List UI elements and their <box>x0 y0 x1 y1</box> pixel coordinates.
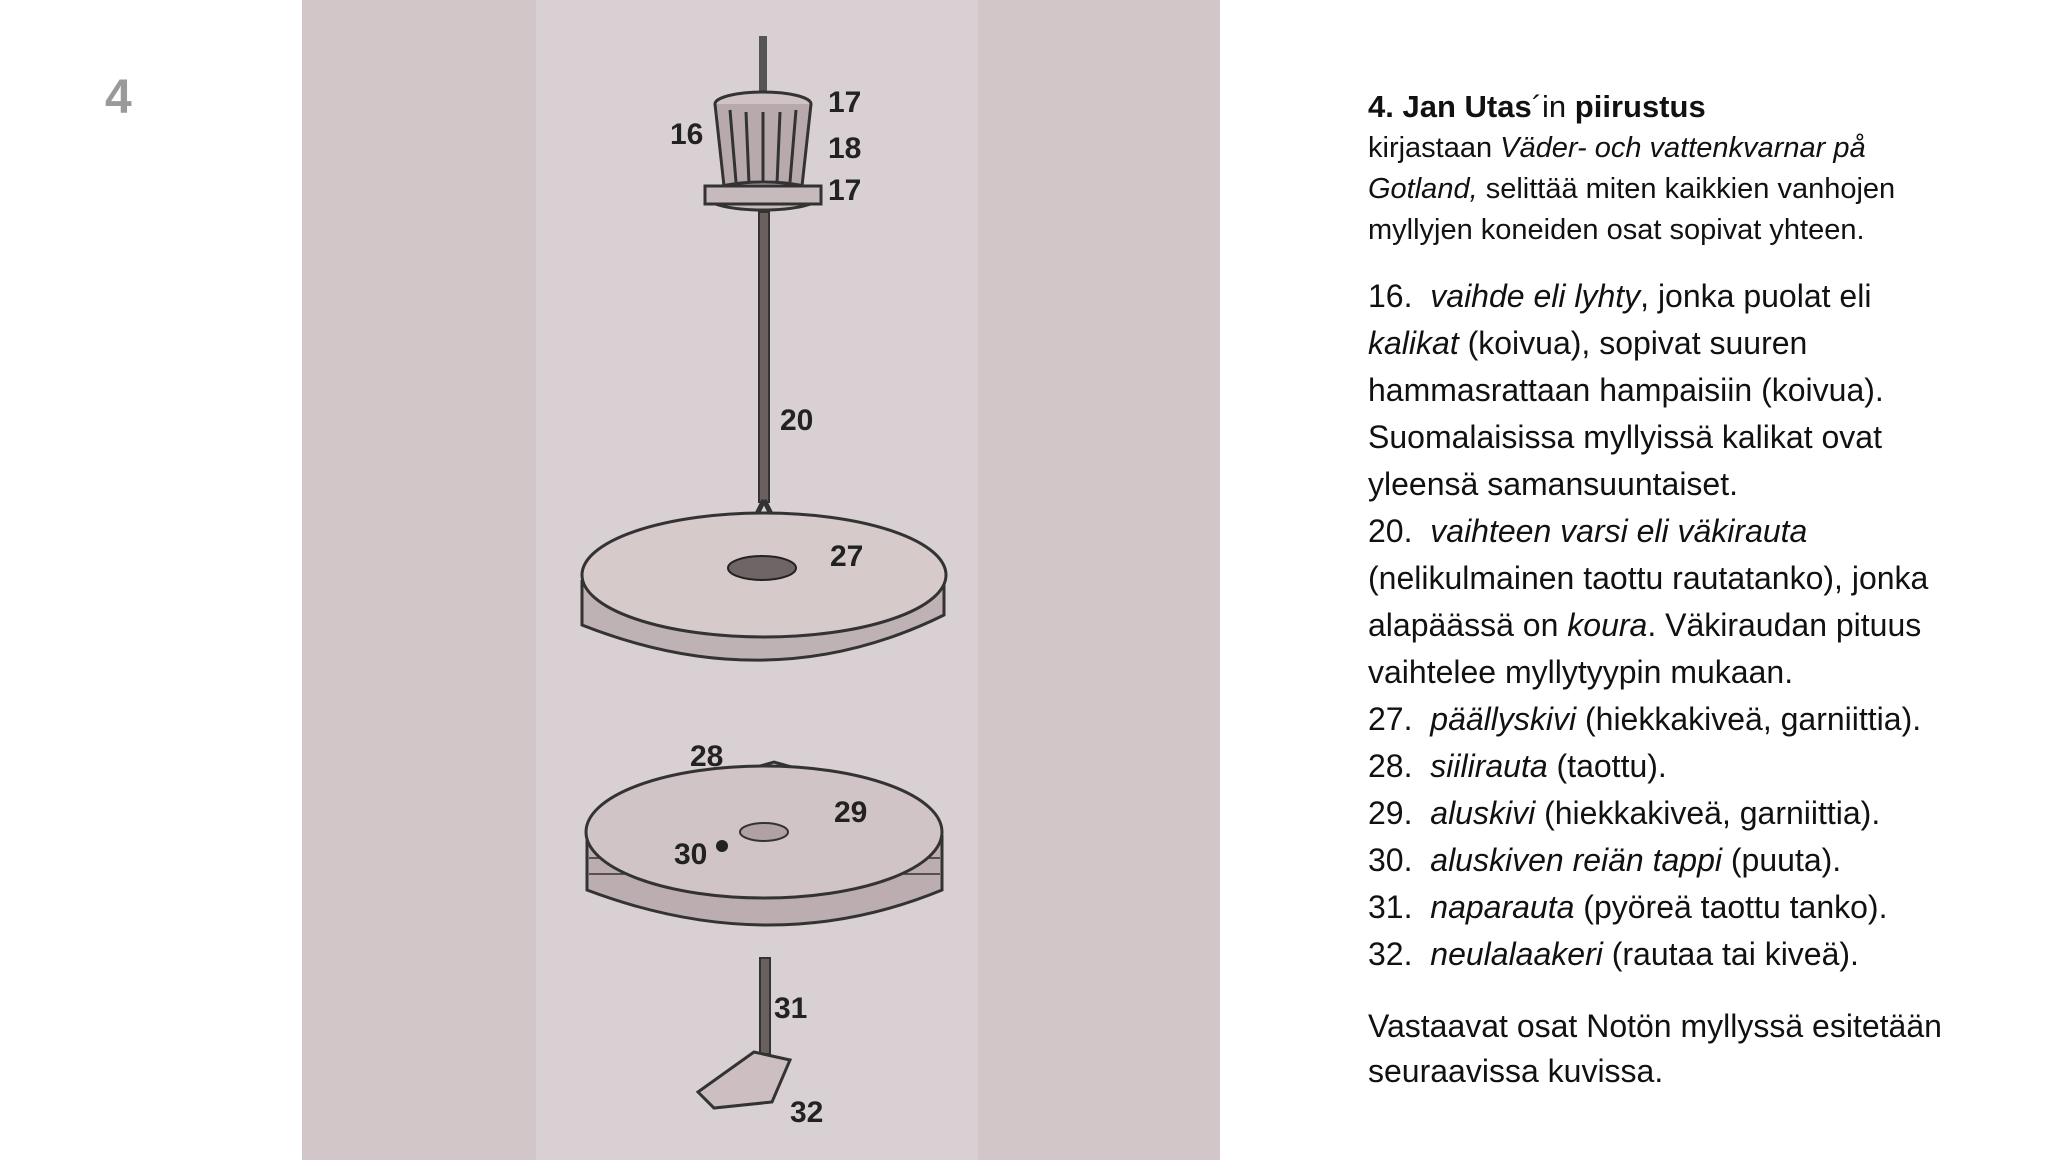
list-item: (nelikulmainen taottu rautatanko), jonka <box>1368 560 1929 596</box>
caption-heading <box>1368 86 2018 128</box>
label-32: 32 <box>790 1096 824 1129</box>
list-item: hammasrattaan hampaisiin (koivua). <box>1368 372 1884 408</box>
list-item: 27. päällyskivi (hiekkakiveä, garniittia). <box>1368 701 1922 737</box>
label-28: 28 <box>690 740 724 773</box>
spindle <box>760 958 770 1054</box>
label-30: 30 <box>674 838 708 871</box>
list-item: yleensä samansuuntaiset. <box>1368 466 1738 502</box>
heading-mid: in <box>1542 89 1575 124</box>
list-item: alapäässä on koura. Väkiraudan pituus <box>1368 607 1922 643</box>
label-17-top: 17 <box>828 86 862 119</box>
label-17-bottom: 17 <box>828 174 862 207</box>
slide-number: 4 <box>105 71 132 124</box>
mill-parts-drawing <box>302 0 1220 1160</box>
label-18: 18 <box>828 132 862 165</box>
heading-number: 4. Jan Utas <box>1368 89 1532 124</box>
list-item: 28. siilirauta (taottu). <box>1368 748 1667 784</box>
list-item: Suomalaisissa myllyissä kalikat ovat <box>1368 419 1882 455</box>
caption-intro: kirjastaan Väder- och vattenkvarnar på Gotland, selittää miten kaikkien vanhojen myllyjen koneiden osat sopivat yhteen. <box>1368 132 1896 246</box>
parts-list <box>1368 273 2018 978</box>
list-item: vaihtelee myllytyypin mukaan. <box>1368 654 1794 690</box>
list-item: 32. neulalaakeri (rautaa tai kiveä). <box>1368 936 1859 972</box>
mill-parts-drawing-photo <box>302 0 1220 1160</box>
rynd-shaft <box>759 212 769 502</box>
caption-text <box>1368 86 2018 1094</box>
label-16: 16 <box>670 118 704 151</box>
pivot-bearing <box>698 1052 790 1108</box>
label-27: 27 <box>830 540 864 573</box>
label-20: 20 <box>780 404 814 437</box>
list-item: 31. naparauta (pyöreä taottu tanko). <box>1368 889 1888 925</box>
lantern-gear <box>705 92 821 210</box>
label-31: 31 <box>774 992 808 1025</box>
list-item: 30. aluskiven reiän tappi (puuta). <box>1368 842 1842 878</box>
bed-stone <box>586 766 942 925</box>
list-item: kalikat (koivua), sopivat suuren <box>1368 325 1808 361</box>
runner-stone <box>582 513 946 660</box>
list-item: 20. vaihteen varsi eli väkirauta <box>1368 513 1808 549</box>
label-29: 29 <box>834 796 868 829</box>
heading-bold-end: piirustus <box>1574 89 1706 124</box>
heading-mark: ´ <box>1531 89 1543 124</box>
list-item: 29. aluskivi (hiekkakiveä, garniittia). <box>1368 795 1881 831</box>
list-item: 16. vaihde eli lyhty, jonka puolat eli <box>1368 278 1872 314</box>
caption-outro: Vastaavat osat Notön myllyssä esitetään seuraavissa kuvissa. <box>1368 1008 1942 1089</box>
